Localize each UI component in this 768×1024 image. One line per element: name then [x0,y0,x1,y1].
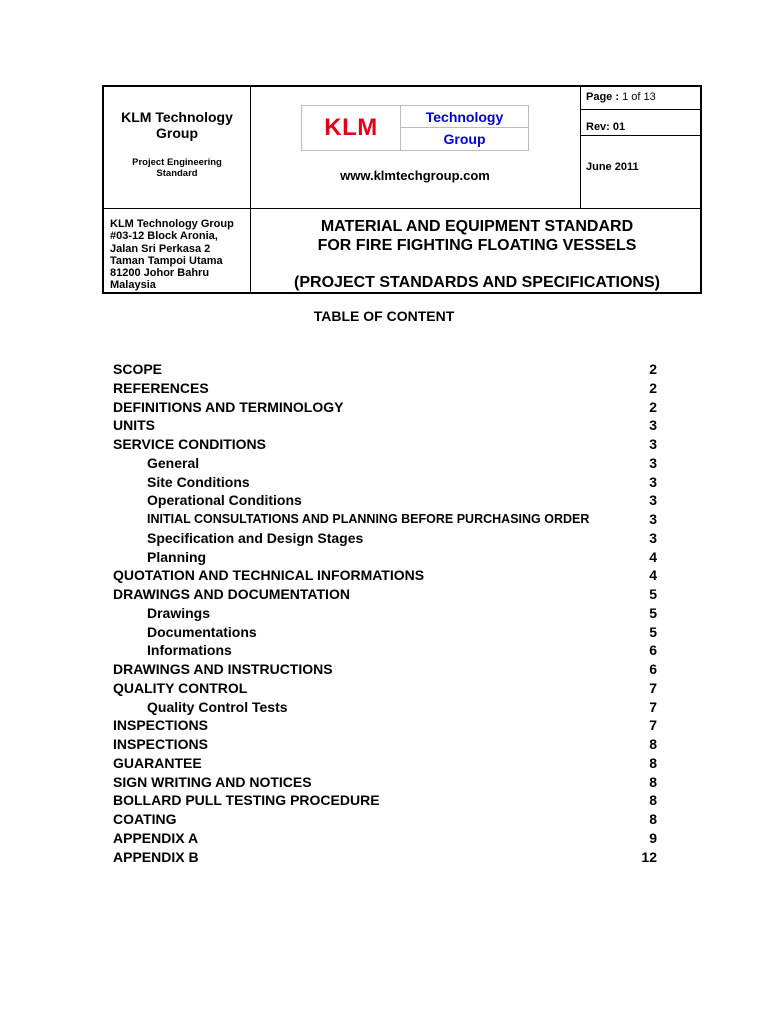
toc-entry-title: UNITS [113,417,155,434]
toc-entry[interactable] [113,810,661,829]
header-divider [250,87,251,292]
address-line: 81200 Johor Bahru [110,267,210,280]
toc-entry[interactable] [113,660,661,679]
toc-entry-page: 8 [649,736,657,752]
toc-entry[interactable] [113,848,661,867]
toc-entry[interactable] [113,829,661,848]
toc-entry-page: 2 [649,361,657,377]
toc-entry-page: 3 [649,436,657,452]
header-divider [580,109,700,110]
toc-entry-page: 4 [649,548,657,565]
toc-entry-page: 5 [649,604,657,621]
toc-entry-title: SCOPE [113,361,163,377]
toc-entry-page: 3 [649,529,657,546]
toc-entry[interactable] [113,473,661,492]
toc-entry-page: 9 [649,829,657,846]
toc-entry-page: 12 [641,848,657,865]
website-link[interactable]: www.klmtechgroup.com [340,168,490,183]
toc-entry[interactable] [113,623,661,642]
toc-entry-page: 3 [649,492,657,509]
toc-entry-page: 3 [649,511,657,527]
header-divider [580,135,700,136]
toc-entry-page: 4 [649,567,657,584]
toc-entry-page: 2 [649,398,657,415]
toc-entry-page: 6 [649,661,657,677]
toc-entry[interactable] [113,735,661,754]
toc-entry-title: DRAWINGS AND INSTRUCTIONS [113,661,333,677]
title-line: FOR FIRE FIGHTING FLOATING VESSELS [317,237,637,254]
department-name: Project Engineering Standard [132,157,222,179]
revision: Rev: 01 [586,121,626,133]
company-address [110,218,234,292]
page-number [586,91,656,103]
toc-entry-title: GUARANTEE [113,754,202,771]
toc-entry[interactable] [113,398,661,417]
toc-entry[interactable] [113,379,661,398]
toc-entry[interactable] [113,791,661,810]
toc-entry-title: APPENDIX B [113,848,199,865]
toc-entry-page: 7 [649,717,657,734]
toc-entry-title: Operational Conditions [147,492,302,509]
toc-entry-title: QUALITY CONTROL [113,679,248,696]
toc-entry-title: SIGN WRITING AND NOTICES [113,773,312,790]
toc-entry-title: INITIAL CONSULTATIONS AND PLANNING BEFORE PURCHASING ORDER [147,512,590,526]
document-header [102,85,702,294]
toc-entry-title: Specification and Design Stages [147,529,364,546]
toc-entry[interactable] [113,604,661,623]
toc-entry-title: REFERENCES [113,379,209,396]
logo-technology: Technology [401,106,528,128]
page-label: Page : [586,91,620,103]
toc-entry-page: 8 [649,754,657,771]
toc-entry[interactable] [113,716,661,735]
toc-entry-title: General [147,454,200,471]
document-title [252,217,702,255]
toc-entry-title: INSPECTIONS [113,717,208,734]
toc-entry[interactable] [113,679,661,698]
logo-klm: KLM [302,106,401,150]
header-divider [104,208,700,209]
toc-entry-title: QUOTATION AND TECHNICAL INFORMATIONS [113,567,425,584]
toc-entry-title: BOLLARD PULL TESTING PROCEDURE [113,792,380,809]
toc-entry-page: 6 [649,642,657,659]
toc-entry[interactable] [113,698,661,717]
toc-entry-title: DEFINITIONS AND TERMINOLOGY [113,398,344,415]
toc-entry[interactable] [113,510,661,529]
logo-group: Group [443,131,486,147]
document-subtitle: (PROJECT STANDARDS AND SPECIFICATIONS) [294,274,660,291]
address-line: KLM Technology Group [110,218,234,230]
title-line: MATERIAL AND EQUIPMENT STANDARD [320,218,634,235]
page-value: 1 of 13 [622,91,656,103]
issue-date: June 2011 [586,161,639,173]
toc-entry-title: Site Conditions [147,473,250,490]
toc-entry-page: 2 [649,379,657,396]
toc-entry[interactable] [113,360,661,379]
toc-entry-page: 5 [649,623,657,640]
toc-entry[interactable] [113,454,661,473]
toc-entry[interactable] [113,491,661,510]
toc-entry-page: 5 [649,586,657,602]
toc-entry-page: 7 [649,698,657,715]
header-divider [580,87,581,208]
toc-entry[interactable] [113,566,661,585]
toc-entry[interactable] [113,416,661,435]
toc-entry[interactable] [113,773,661,792]
toc-entry-page: 8 [649,792,657,809]
address-line: #03-12 Block Aronia, [110,230,218,243]
toc-entry-page: 3 [649,417,657,434]
toc-entry-title: COATING [113,811,177,827]
toc-entry-title: Informations [147,642,232,659]
company-logo [301,105,529,151]
address-line: Jalan Sri Perkasa 2 [110,242,211,255]
toc-entry-title: DRAWINGS AND DOCUMENTATION [113,586,350,602]
toc-entry-title: Quality Control Tests [147,698,288,715]
toc-entry[interactable] [113,754,661,773]
toc-entry-page: 7 [649,679,657,696]
toc-entry[interactable] [113,548,661,567]
company-name: KLM Technology Group [121,109,233,141]
toc-entry-title: Planning [147,548,207,565]
toc-entry-page: 3 [649,454,657,471]
toc-list [113,360,661,866]
toc-entry[interactable] [113,585,661,604]
toc-entry-page: 8 [649,773,657,790]
toc-entry-title: Drawings [147,604,211,621]
toc-entry[interactable] [113,435,661,454]
toc-entry-title: Documentations [147,623,257,640]
toc-title: TABLE OF CONTENT [313,308,455,324]
toc-entry-page: 8 [649,811,657,827]
toc-entry-title: SERVICE CONDITIONS [113,436,266,452]
toc-entry-title: INSPECTIONS [113,736,208,752]
address-line: Malaysia [110,279,156,292]
toc-entry[interactable] [113,529,661,548]
toc-entry[interactable] [113,641,661,660]
toc-entry-title: APPENDIX A [113,829,199,846]
toc-entry-page: 3 [649,473,657,490]
address-line: Taman Tampoi Utama [110,254,223,267]
